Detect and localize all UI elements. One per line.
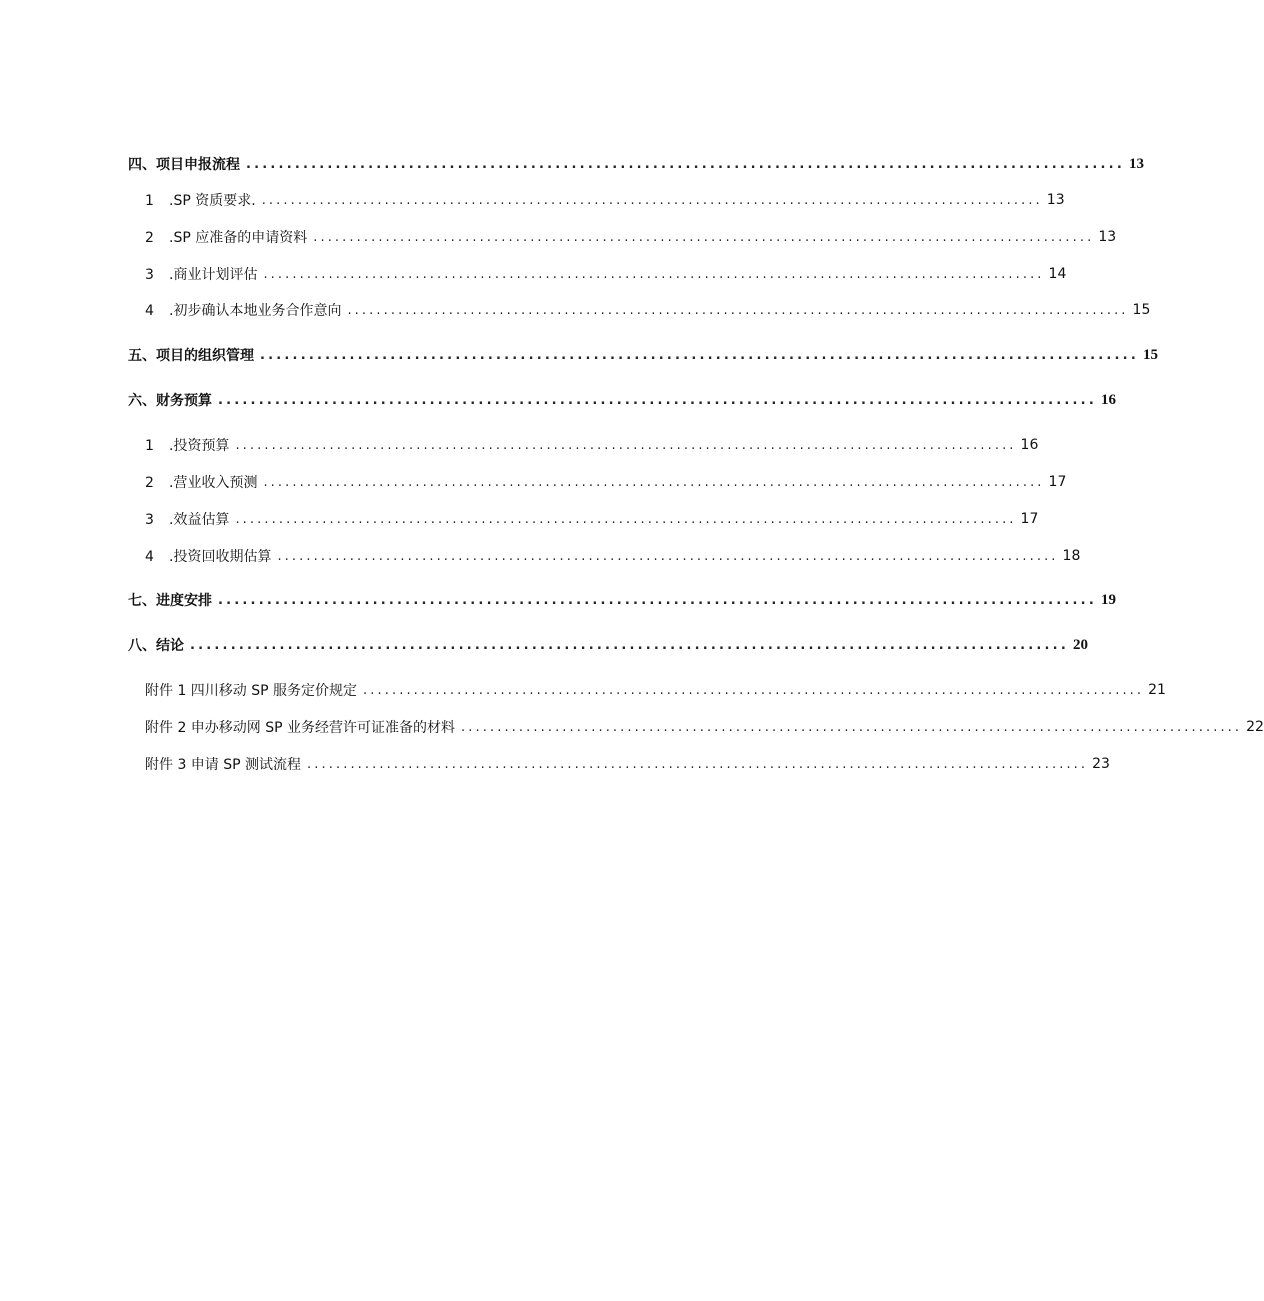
- toc-entry-page: 21: [1148, 682, 1166, 698]
- toc-dot-leader: ............................................................................................................: [363, 682, 1145, 698]
- toc-entry-page: 13: [1046, 192, 1065, 208]
- toc-entry: [0, 714, 1264, 740]
- toc-entry-number: 3: [145, 267, 154, 283]
- toc-entry: [0, 387, 1116, 413]
- toc-entry-number: 4: [145, 303, 154, 319]
- toc-entry-text: .效益估算: [169, 512, 230, 528]
- toc-entry-number: 1: [145, 193, 154, 209]
- toc-entry-text: .营业收入预测: [169, 475, 258, 491]
- toc-entry-page: 19: [1100, 591, 1116, 608]
- toc-entry-page: 16: [1020, 437, 1039, 453]
- toc-entry-number: 2: [145, 475, 154, 491]
- toc-entry: [0, 224, 1117, 250]
- toc-entry-page: 20: [1072, 636, 1088, 653]
- toc-entry-title: 附件 2 申办移动网 SP 业务经营许可证准备的材料: [145, 720, 456, 736]
- toc-entry-page: 14: [1048, 266, 1067, 282]
- toc-dot-leader: ............................................................................................................: [313, 229, 1095, 245]
- toc-dot-leader: ............................................................................................................: [347, 302, 1129, 318]
- toc-entry: [0, 297, 1151, 323]
- toc-dot-leader: ............................................................................................................: [261, 192, 1043, 208]
- toc-entry-title: [145, 546, 271, 566]
- toc-dot-leader: ............................................................................................................: [277, 548, 1059, 564]
- toc-entry-title: [145, 227, 307, 247]
- toc-entry-page: 15: [1142, 346, 1158, 363]
- toc-entry-title: 八、结论: [128, 638, 184, 654]
- toc-entry-page: 23: [1092, 756, 1110, 772]
- toc-dot-leader: ............................................................................................................: [263, 474, 1045, 490]
- toc-dot-leader: ............................................................................................................: [190, 637, 1069, 653]
- toc-entry-page: 18: [1062, 548, 1081, 564]
- toc-entry-title: [145, 190, 256, 210]
- toc-entry-title: [145, 435, 229, 455]
- toc-entry-title: 五、项目的组织管理: [128, 348, 254, 364]
- toc-entry-text: .投资预算: [169, 438, 230, 454]
- toc-entry-text: .SP 应准备的申请资料: [169, 230, 308, 246]
- toc-entry-page: 13: [1128, 155, 1144, 172]
- toc-entry-page: 17: [1048, 474, 1067, 490]
- toc-entry-title: [145, 264, 257, 284]
- toc-entry-page: 13: [1098, 229, 1117, 245]
- toc-entry-text: .SP 资质要求.: [169, 193, 256, 209]
- toc-entry-title: 四、项目申报流程: [128, 157, 240, 173]
- toc-entry: [0, 751, 1110, 777]
- toc-entry: [0, 261, 1067, 287]
- toc-dot-leader: ............................................................................................................: [235, 437, 1017, 453]
- toc-entry-title: 六、财务预算: [128, 393, 212, 409]
- toc-entry-title: 附件 3 申请 SP 测试流程: [145, 757, 302, 773]
- toc-dot-leader: ............................................................................................................: [461, 719, 1243, 735]
- toc-entry-page: 17: [1020, 511, 1039, 527]
- toc-dot-leader: ............................................................................................................: [263, 266, 1045, 282]
- toc-entry-number: 4: [145, 549, 154, 565]
- toc-entry-text: .商业计划评估: [169, 267, 258, 283]
- toc-entry: [0, 543, 1081, 569]
- toc-entry: [0, 469, 1067, 495]
- toc-entry: [0, 632, 1088, 658]
- toc-entry-page: 16: [1100, 391, 1116, 408]
- toc-dot-leader: ............................................................................................................: [218, 392, 1097, 408]
- toc-entry-number: 1: [145, 438, 154, 454]
- toc-dot-leader: ............................................................................................................: [246, 156, 1125, 172]
- toc-entry-title: 七、进度安排: [128, 593, 212, 609]
- toc-entry: [0, 432, 1039, 458]
- toc-entry-title: [145, 509, 229, 529]
- toc-entry: [0, 587, 1116, 613]
- toc-entry: [0, 187, 1065, 213]
- toc-dot-leader: ............................................................................................................: [235, 511, 1017, 527]
- toc-dot-leader: ............................................................................................................: [218, 592, 1097, 608]
- toc-dot-leader: ............................................................................................................: [307, 756, 1089, 772]
- toc-entry-number: 2: [145, 230, 154, 246]
- toc-entry: [0, 506, 1039, 532]
- toc-entry-page: 15: [1132, 302, 1151, 318]
- toc-dot-leader: ............................................................................................................: [260, 347, 1139, 363]
- toc-entry-title: 附件 1 四川移动 SP 服务定价规定: [145, 683, 358, 699]
- toc-entry-number: 3: [145, 512, 154, 528]
- toc-entry: [0, 151, 1144, 177]
- toc-entry-text: .投资回收期估算: [169, 549, 272, 565]
- toc-entry: [0, 342, 1158, 368]
- toc-entry-text: .初步确认本地业务合作意向: [169, 303, 342, 319]
- toc-entry-title: [145, 300, 341, 320]
- toc-entry: [0, 677, 1166, 703]
- toc-entry-title: [145, 472, 257, 492]
- toc-entry-page: 22: [1246, 719, 1264, 735]
